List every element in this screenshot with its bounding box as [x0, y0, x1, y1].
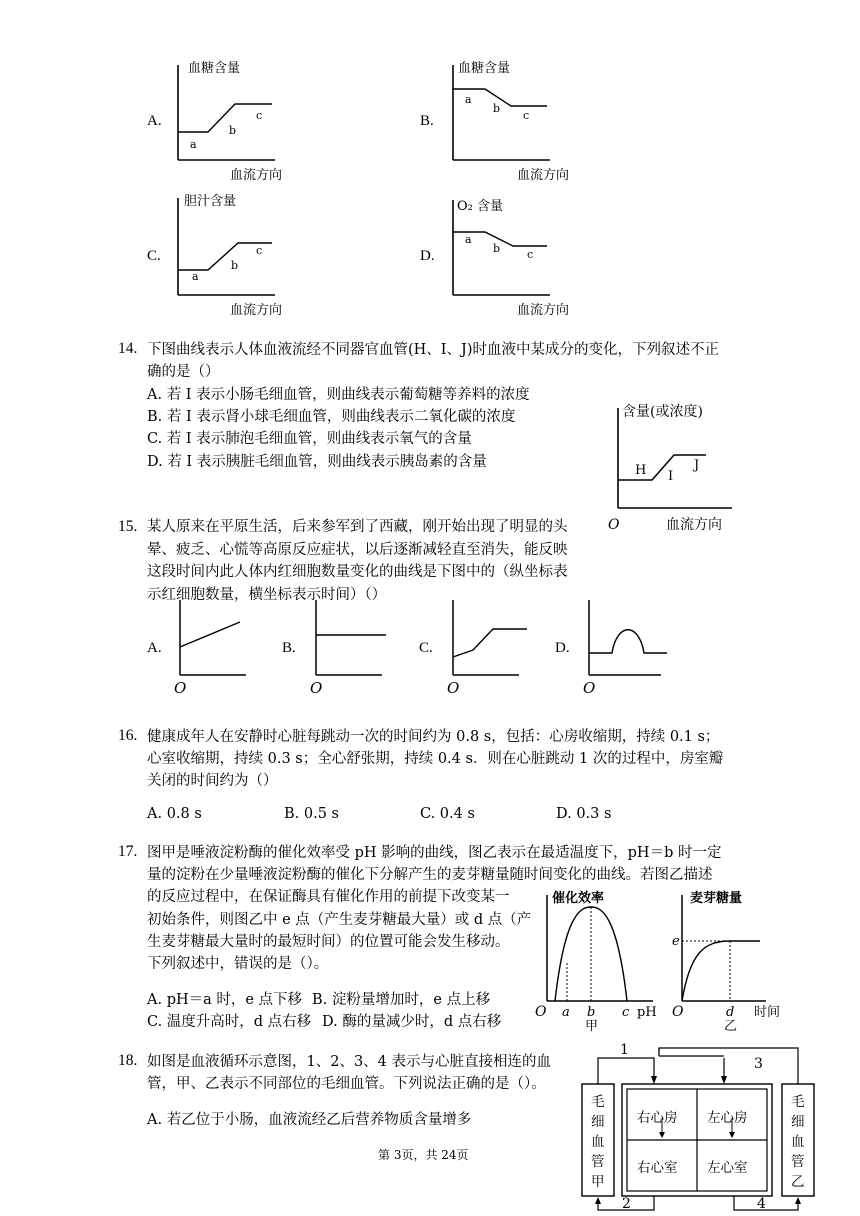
svg-text:d: d	[726, 1005, 735, 1020]
blood-circulation-diagram	[574, 1042, 844, 1214]
question-stem: 生麦芽糖最大量时的最短时间）的位置可能会发生移动。	[147, 934, 510, 950]
svg-text:b: b	[493, 242, 501, 255]
question-stem: 初始条件，则图乙中 e 点（产生麦芽糖最大量）或 d 点（产	[147, 912, 532, 928]
option-letter[interactable]: B.	[282, 640, 296, 656]
option-a[interactable]: A. 若乙位于小肠，血液流经乙后营养物质含量增多	[147, 1112, 472, 1128]
svg-text:c: c	[622, 1005, 630, 1020]
question-stem: 健康成年人在安静时心脏每跳动一次的时间约为 0.8 s，包括：心房收缩期，持续 0.1 s；	[147, 729, 720, 745]
svg-text:细: 细	[591, 1114, 605, 1130]
option-d[interactable]: D. 0.3 s	[556, 806, 612, 822]
svg-text:e: e	[672, 934, 680, 949]
question-number: 14.	[118, 340, 138, 357]
option-c[interactable]: C. 温度升高时，d 点右移	[147, 1014, 312, 1030]
option-letter: D.	[420, 248, 435, 264]
option-letter: C.	[147, 248, 161, 264]
question-stem: 下列叙述中，错误的是（）。	[147, 956, 329, 972]
y-axis-label: 含量(或浓度)	[622, 404, 703, 420]
svg-text:c: c	[523, 109, 530, 122]
option-letter[interactable]: D.	[555, 640, 570, 656]
option-letter[interactable]: A.	[147, 640, 162, 656]
y-axis-label: 血糖含量	[458, 61, 511, 76]
svg-text:I: I	[668, 469, 674, 484]
question-stem: 量的淀粉在少量唾液淀粉酶的催化下分解产生的麦芽糖量随时间变化的曲线。若图乙描述	[147, 867, 713, 883]
q13-chart-d	[445, 190, 585, 320]
svg-text:b: b	[229, 124, 237, 137]
svg-text:c: c	[256, 109, 263, 122]
question-stem: 示红细胞数量，横坐标表示时间）（）	[147, 587, 387, 603]
svg-text:甲: 甲	[591, 1174, 605, 1190]
question-stem: 如图是血液循环示意图，1、2、3、4 表示与心脏直接相连的血	[147, 1054, 552, 1070]
q17-chart-jia	[535, 883, 675, 1033]
svg-text:a: a	[465, 233, 472, 246]
q13-chart-c	[170, 190, 310, 320]
q17-chart-yi	[672, 883, 792, 1033]
svg-text:管: 管	[591, 1154, 605, 1170]
x-axis-label: pH	[637, 1005, 657, 1020]
chart-caption: 甲	[585, 1019, 599, 1034]
svg-text:a: a	[465, 93, 472, 106]
question-stem: 晕、疲乏、心慌等高原反应症状，以后逐渐减轻直至消失，能反映	[147, 542, 568, 558]
svg-text:血: 血	[791, 1134, 805, 1150]
svg-text:J: J	[694, 458, 700, 473]
option-c[interactable]: C. 若 I 表示肺泡毛细血管，则曲线表示氧气的含量	[147, 431, 472, 447]
svg-text:a: a	[192, 270, 199, 283]
svg-text:b: b	[587, 1005, 596, 1020]
option-b[interactable]: B. 若 I 表示肾小球毛细血管，则曲线表示二氧化碳的浓度	[147, 409, 516, 425]
y-axis-label: O₂ 含量	[457, 199, 504, 214]
x-axis-label: 血流方向	[230, 303, 283, 318]
option-d[interactable]: D. 酶的量减少时，d 点右移	[322, 1014, 502, 1030]
chart-caption: 乙	[724, 1019, 738, 1034]
y-axis-label: 催化效率	[552, 891, 605, 906]
option-d[interactable]: D. 若 I 表示胰脏毛细血管，则曲线表示胰岛素的含量	[147, 454, 487, 470]
room-left-atrium: 左心房	[707, 1110, 748, 1126]
option-a[interactable]: A. 若 I 表示小肠毛细血管，则曲线表示葡萄糖等养料的浓度	[147, 387, 530, 403]
svg-text:a: a	[190, 138, 197, 151]
q15-chart-d	[581, 600, 671, 700]
svg-text:4: 4	[757, 1196, 766, 1212]
question-number: 15.	[118, 518, 138, 535]
svg-text:c: c	[256, 244, 263, 257]
question-stem: 心室收缩期，持续 0.3 s；全心舒张期，持续 0.4 s．则在心脏跳动 1 次的过程中，房室瓣	[147, 751, 724, 767]
q15-chart-c	[445, 600, 525, 700]
svg-text:a: a	[562, 1005, 570, 1020]
x-axis-label: 血流方向	[517, 303, 570, 318]
y-axis-label: 麦芽糖量	[690, 891, 743, 906]
page-footer: 第 3页，共 24页	[378, 1148, 469, 1162]
question-number: 16.	[118, 727, 138, 744]
question-stem: 管，甲、乙表示不同部位的毛细血管。下列说法正确的是（）。	[147, 1076, 546, 1092]
question-stem: 确的是（）	[147, 364, 220, 380]
option-a[interactable]: A. pH＝a 时，e 点下移	[147, 992, 303, 1008]
svg-text:毛: 毛	[591, 1094, 605, 1110]
option-letter: A.	[147, 113, 162, 129]
question-number: 17.	[118, 843, 138, 860]
svg-text:O: O	[174, 679, 187, 697]
svg-text:3: 3	[754, 1056, 763, 1072]
svg-text:1: 1	[620, 1042, 629, 1058]
question-stem: 图甲是唾液淀粉酶的催化效率受 pH 影响的曲线，图乙表示在最适温度下，pH＝b 时一定	[147, 845, 722, 861]
option-b[interactable]: B. 淀粉量增加时，e 点上移	[312, 992, 491, 1008]
option-b[interactable]: B. 0.5 s	[284, 806, 339, 822]
q15-chart-b	[308, 600, 388, 700]
svg-text:血: 血	[591, 1134, 605, 1150]
svg-text:b: b	[231, 259, 239, 272]
svg-text:O: O	[583, 679, 596, 697]
question-stem: 这段时间内此人体内红细胞数量变化的曲线是下图中的（纵坐标表	[147, 564, 568, 580]
svg-text:管: 管	[791, 1154, 805, 1170]
svg-text:O: O	[535, 1004, 547, 1020]
room-right-ventricle: 右心室	[637, 1160, 678, 1176]
option-letter: B.	[420, 113, 434, 129]
svg-text:细: 细	[791, 1114, 805, 1130]
question-number: 18.	[118, 1052, 138, 1069]
x-axis-label: 血流方向	[517, 168, 570, 183]
svg-text:O: O	[608, 517, 620, 533]
option-letter[interactable]: C.	[419, 640, 433, 656]
option-c[interactable]: C. 0.4 s	[420, 806, 475, 822]
y-axis-label: 血糖含量	[188, 61, 241, 76]
svg-text:H: H	[635, 463, 647, 478]
room-left-ventricle: 左心室	[707, 1160, 748, 1176]
x-axis-label: 时间	[754, 1005, 781, 1020]
x-axis-label: 血流方向	[230, 168, 283, 183]
svg-text:O: O	[310, 679, 323, 697]
x-axis-label: 血流方向	[666, 517, 722, 533]
svg-text:b: b	[493, 102, 501, 115]
question-stem: 的反应过程中，在保证酶具有催化作用的前提下改变某一	[147, 889, 510, 905]
q14-chart	[606, 398, 746, 533]
svg-text:O: O	[672, 1004, 684, 1020]
option-a[interactable]: A. 0.8 s	[147, 806, 202, 822]
question-stem: 下图曲线表示人体血液流经不同器官血管(H、I、J)时血液中某成分的变化，下列叙述不正	[147, 342, 719, 358]
question-stem: 某人原来在平原生活，后来参军到了西藏，刚开始出现了明显的头	[147, 519, 568, 535]
q15-chart-a	[172, 600, 252, 700]
svg-text:2: 2	[622, 1196, 631, 1212]
y-axis-label: 胆汁含量	[184, 194, 237, 209]
q13-chart-b	[445, 55, 585, 185]
question-stem: 关闭的时间约为（）	[147, 773, 278, 789]
svg-text:毛: 毛	[791, 1094, 805, 1110]
room-right-atrium: 右心房	[637, 1110, 678, 1126]
q13-chart-a	[170, 55, 310, 185]
svg-text:乙: 乙	[791, 1174, 805, 1190]
svg-text:O: O	[447, 679, 460, 697]
svg-text:c: c	[527, 248, 534, 261]
